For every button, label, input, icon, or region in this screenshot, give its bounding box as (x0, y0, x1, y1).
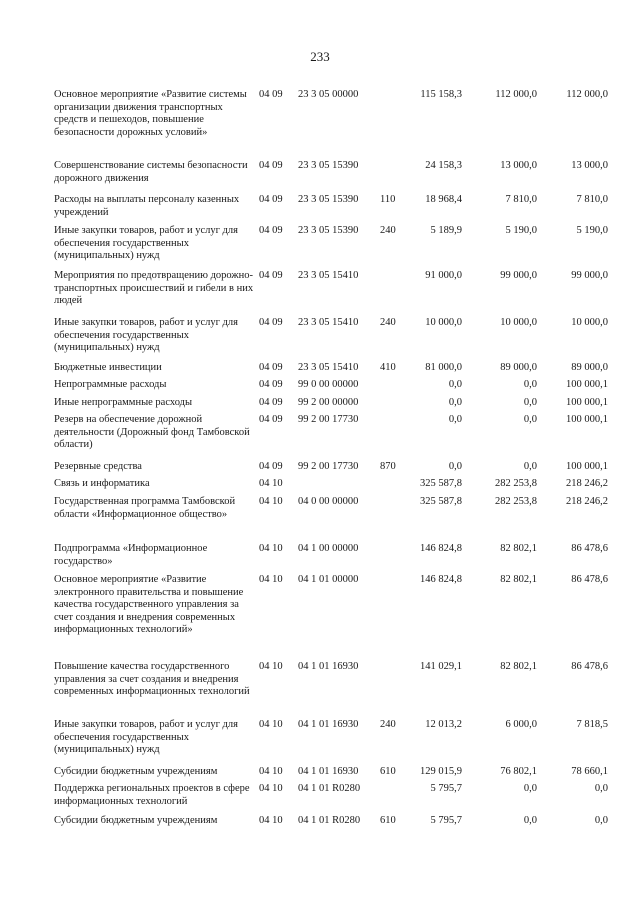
row-name: Иные непрограммные расходы (54, 397, 193, 408)
row-expense-code: 610 (380, 766, 396, 777)
row-value-2: 13 000,0 (500, 160, 537, 171)
row-section-code: 04 09 (259, 225, 283, 236)
row-target-code: 23 3 05 15390 (298, 225, 359, 236)
row-value-3: 0,0 (594, 815, 608, 826)
row-value-2: 0,0 (523, 397, 537, 408)
row-name: Основное мероприятие «Развитие электронного правительства и повышение качества государственного управления за счет создания и внедрения современных информационных технологий» (54, 574, 244, 635)
row-target-code: 99 0 00 00000 (298, 379, 359, 390)
row-value-3: 99 000,0 (571, 270, 608, 281)
row-value-2: 0,0 (523, 461, 537, 472)
row-name: Государственная программа Тамбовской области «Информационное общество» (54, 496, 236, 520)
row-section-code: 04 09 (259, 317, 283, 328)
row-value-3: 7 810,0 (576, 194, 608, 205)
row-section-code: 04 10 (259, 574, 283, 585)
row-value-1: 10 000,0 (425, 317, 462, 328)
row-value-2: 82 802,1 (500, 661, 537, 672)
row-target-code: 04 1 01 00000 (298, 574, 359, 585)
row-value-1: 325 587,8 (420, 496, 462, 507)
row-target-code: 99 2 00 00000 (298, 397, 359, 408)
row-value-3: 100 000,1 (566, 461, 608, 472)
row-value-3: 0,0 (594, 783, 608, 794)
row-target-code: 04 1 01 R0280 (298, 815, 361, 826)
row-name: Совершенствование системы безопасности дорожного движения (54, 160, 248, 184)
row-section-code: 04 09 (259, 362, 283, 373)
row-value-2: 282 253,8 (495, 496, 537, 507)
row-name: Непрограммные расходы (54, 379, 167, 390)
row-target-code: 04 1 01 16930 (298, 661, 359, 672)
row-name: Иные закупки товаров, работ и услуг для обеспечения государственных (муниципальных) нужд (54, 719, 238, 755)
row-value-1: 115 158,3 (420, 89, 462, 100)
row-target-code: 04 1 00 00000 (298, 543, 359, 554)
row-value-1: 81 000,0 (425, 362, 462, 373)
row-target-code: 23 3 05 15410 (298, 362, 359, 373)
row-section-code: 04 10 (259, 783, 283, 794)
row-expense-code: 240 (380, 225, 396, 236)
row-name: Поддержка региональных проектов в сфере информационных технологий (54, 783, 250, 807)
row-name: Подпрограмма «Информационное государство» (54, 543, 208, 567)
row-value-2: 0,0 (523, 815, 537, 826)
row-name: Резерв на обеспечение дорожной деятельности (Дорожный фонд Тамбовской области) (54, 414, 250, 450)
page-number: 233 (310, 49, 330, 64)
row-name: Повышение качества государственного управления за счет создания и внедрения современных информационных технологий (54, 661, 250, 697)
row-value-1: 5 189,9 (430, 225, 462, 236)
row-section-code: 04 10 (259, 496, 283, 507)
row-target-code: 99 2 00 17730 (298, 461, 359, 472)
row-target-code: 23 3 05 15410 (298, 317, 359, 328)
row-name: Расходы на выплаты персоналу казенных учреждений (54, 194, 240, 218)
row-value-3: 100 000,1 (566, 397, 608, 408)
row-section-code: 04 10 (259, 478, 283, 489)
row-value-3: 86 478,6 (571, 661, 608, 672)
row-value-1: 5 795,7 (430, 783, 462, 794)
row-value-2: 112 000,0 (495, 89, 537, 100)
row-value-3: 13 000,0 (571, 160, 608, 171)
row-name: Иные закупки товаров, работ и услуг для обеспечения государственных (муниципальных) нужд (54, 225, 238, 261)
row-value-1: 0,0 (448, 397, 462, 408)
row-value-3: 100 000,1 (566, 414, 608, 425)
row-expense-code: 410 (380, 362, 396, 373)
row-target-code: 04 0 00 00000 (298, 496, 359, 507)
row-target-code: 23 3 05 15390 (298, 160, 359, 171)
row-section-code: 04 09 (259, 461, 283, 472)
row-value-3: 89 000,0 (571, 362, 608, 373)
row-value-3: 218 246,2 (566, 478, 608, 489)
row-target-code: 04 1 01 16930 (298, 719, 359, 730)
row-value-1: 91 000,0 (425, 270, 462, 281)
row-section-code: 04 10 (259, 815, 283, 826)
row-value-1: 24 158,3 (425, 160, 462, 171)
row-value-3: 5 190,0 (576, 225, 608, 236)
row-value-3: 78 660,1 (571, 766, 608, 777)
row-value-2: 7 810,0 (505, 194, 537, 205)
row-value-1: 146 824,8 (420, 574, 462, 585)
row-target-code: 04 1 01 16930 (298, 766, 359, 777)
row-value-3: 112 000,0 (566, 89, 608, 100)
row-value-1: 0,0 (448, 379, 462, 390)
row-expense-code: 240 (380, 317, 396, 328)
row-name: Бюджетные инвестиции (54, 362, 162, 373)
row-target-code: 23 3 05 15390 (298, 194, 359, 205)
row-name: Субсидии бюджетным учреждениям (54, 815, 218, 826)
row-value-1: 18 968,4 (425, 194, 462, 205)
row-expense-code: 110 (380, 194, 396, 205)
row-value-2: 0,0 (523, 379, 537, 390)
row-section-code: 04 09 (259, 270, 283, 281)
row-section-code: 04 10 (259, 661, 283, 672)
row-section-code: 04 10 (259, 543, 283, 554)
row-section-code: 04 09 (259, 89, 283, 100)
row-value-1: 12 013,2 (425, 719, 462, 730)
row-value-2: 82 802,1 (500, 574, 537, 585)
row-section-code: 04 09 (259, 397, 283, 408)
row-value-2: 89 000,0 (500, 362, 537, 373)
row-name: Основное мероприятие «Развитие системы организации движения транспортных средств и пешеходов, повышение безопасности дорожных условий» (54, 89, 247, 138)
row-name: Субсидии бюджетным учреждениям (54, 766, 218, 777)
row-value-3: 10 000,0 (571, 317, 608, 328)
row-value-2: 0,0 (523, 783, 537, 794)
row-name: Связь и информатика (54, 478, 150, 489)
row-value-3: 86 478,6 (571, 543, 608, 554)
row-value-3: 100 000,1 (566, 379, 608, 390)
row-value-2: 10 000,0 (500, 317, 537, 328)
row-expense-code: 870 (380, 461, 396, 472)
row-section-code: 04 09 (259, 194, 283, 205)
row-name: Резервные средства (54, 461, 142, 472)
row-value-1: 129 015,9 (420, 766, 462, 777)
row-section-code: 04 09 (259, 160, 283, 171)
row-value-1: 0,0 (448, 461, 462, 472)
row-value-1: 146 824,8 (420, 543, 462, 554)
row-expense-code: 610 (380, 815, 396, 826)
row-section-code: 04 10 (259, 766, 283, 777)
row-value-2: 82 802,1 (500, 543, 537, 554)
row-value-1: 5 795,7 (430, 815, 462, 826)
row-value-3: 7 818,5 (576, 719, 608, 730)
row-value-2: 76 802,1 (500, 766, 537, 777)
row-value-2: 282 253,8 (495, 478, 537, 489)
row-value-1: 325 587,8 (420, 478, 462, 489)
row-value-2: 0,0 (523, 414, 537, 425)
row-target-code: 23 3 05 00000 (298, 89, 359, 100)
row-value-2: 5 190,0 (505, 225, 537, 236)
row-section-code: 04 09 (259, 414, 283, 425)
row-value-3: 86 478,6 (571, 574, 608, 585)
row-section-code: 04 10 (259, 719, 283, 730)
row-name: Мероприятия по предотвращению дорожно-транспортных происшествий и гибели в них людей (54, 270, 254, 306)
row-name: Иные закупки товаров, работ и услуг для обеспечения государственных (муниципальных) нужд (54, 317, 238, 353)
row-expense-code: 240 (380, 719, 396, 730)
row-target-code: 99 2 00 17730 (298, 414, 359, 425)
row-value-3: 218 246,2 (566, 496, 608, 507)
row-value-2: 99 000,0 (500, 270, 537, 281)
row-section-code: 04 09 (259, 379, 283, 390)
row-value-2: 6 000,0 (505, 719, 537, 730)
row-value-1: 0,0 (448, 414, 462, 425)
row-target-code: 23 3 05 15410 (298, 270, 359, 281)
row-target-code: 04 1 01 R0280 (298, 783, 361, 794)
row-value-1: 141 029,1 (420, 661, 462, 672)
